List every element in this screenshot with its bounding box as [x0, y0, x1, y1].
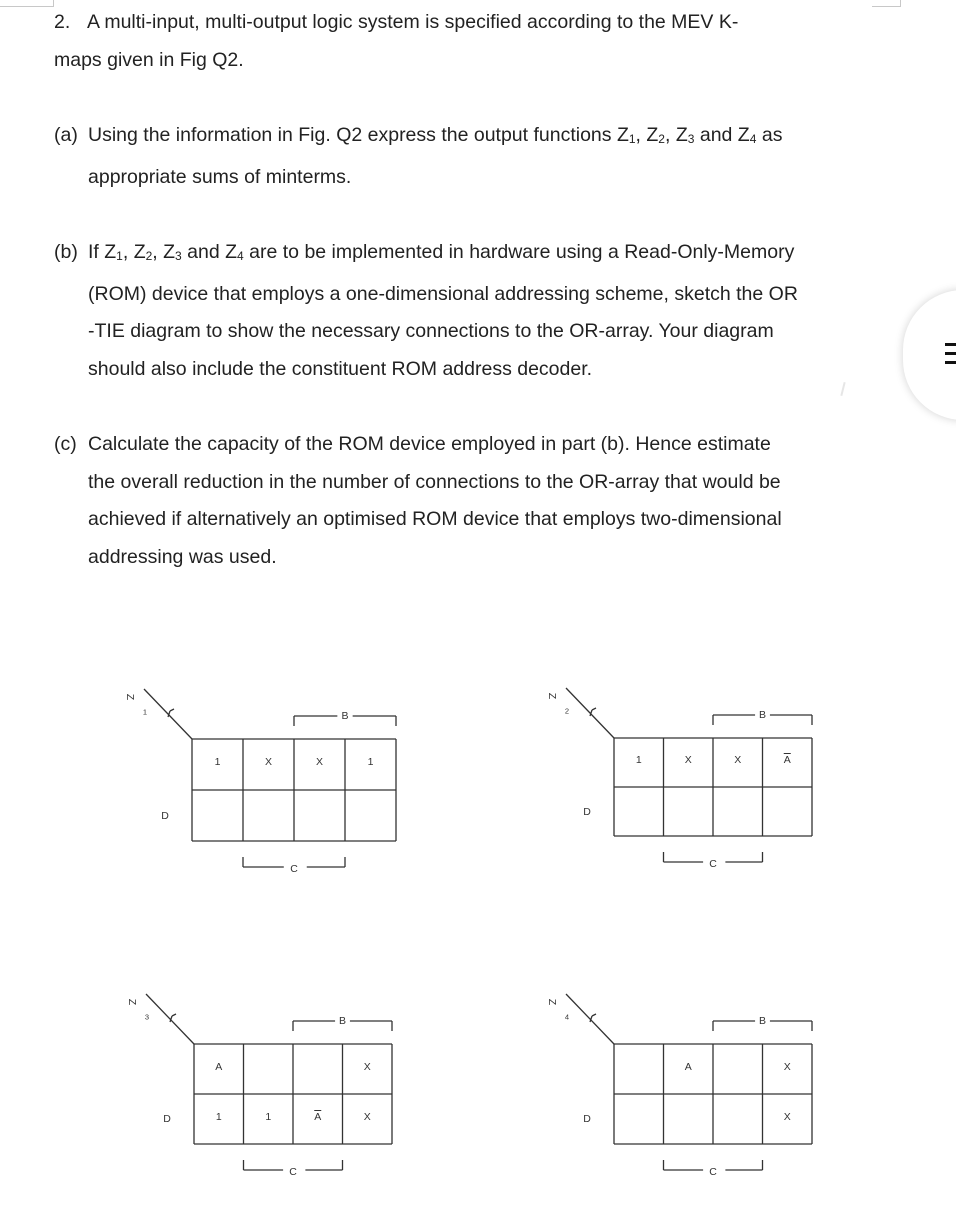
kmap-cell: A: [215, 1060, 223, 1073]
kmap-cell: $\overline{A}$: [783, 754, 791, 767]
part-a-label: (a): [54, 124, 78, 146]
corner-diagonal: [566, 994, 614, 1044]
kmap-b-label: B: [341, 710, 349, 722]
question-number: 2.: [54, 11, 71, 33]
kmap-cell: X: [363, 1060, 371, 1073]
part-b-line-4: should also include the constituent ROM address decoder.: [88, 357, 593, 380]
kmap-c-label: C: [290, 863, 298, 875]
kmap-cell: 1: [265, 1110, 272, 1123]
as-word: as: [761, 124, 783, 146]
and-word: and: [187, 241, 220, 263]
kmap-cell: X: [734, 754, 742, 767]
kmap-d-label: D: [163, 1113, 171, 1125]
kmap-cell: X: [783, 1060, 791, 1073]
kmap-cell: X: [264, 755, 273, 768]
sub-4: 4: [237, 249, 244, 263]
sub-4: 4: [749, 132, 757, 146]
part-b-line-2: (ROM) device that employs a one-dimensional addressing scheme, sketch the OR: [88, 282, 798, 305]
kmap-cell: 1: [215, 1110, 222, 1123]
kmap-output-name: Z: [546, 998, 558, 1006]
part-c-line-4: addressing was used.: [88, 545, 277, 568]
kmap-cell: 1: [214, 755, 221, 768]
sub-3: 3: [175, 249, 182, 263]
sub-3: 3: [687, 132, 695, 146]
sub-1: 1: [116, 249, 123, 263]
corner-tick: [592, 1014, 596, 1016]
kmap-c-label: C: [709, 858, 717, 870]
part-b-line-1: If $Z_1$, $Z_2$, $Z_3$ and $Z_4$ are to be implemented in hardware using a Read-Only-Memory: [88, 241, 795, 263]
kmap-cell: X: [684, 754, 692, 767]
kmap-output-subscript: 3: [144, 1012, 150, 1022]
kmap-output-subscript: 1: [142, 707, 148, 717]
kmap-d-label: D: [583, 1113, 591, 1125]
kmap-output-subscript: 4: [564, 1012, 570, 1022]
kmap-cell: X: [363, 1110, 371, 1123]
kmap-cell: 1: [635, 754, 642, 767]
part-c-line-1: Calculate the capacity of the ROM device employed in part (b). Hence estimate: [88, 433, 771, 455]
part-a-line-1: Using the information in Fig. Q2 express the output functions $Z_1$, $Z_2$, $Z_3$ and $Z_4$ as: [88, 124, 783, 146]
kmap-cell: X: [783, 1110, 791, 1123]
kmap-d-label: D: [161, 809, 169, 822]
sub-1: 1: [628, 132, 636, 146]
kmap-b-label: B: [758, 1015, 767, 1027]
part-a-line-1-text: Using the information in Fig. Q2 express the output functions Z: [88, 124, 629, 146]
part-c-line-3: achieved if alternatively an optimised ROM device that employs two-dimensional: [88, 508, 782, 530]
and-word: and: [699, 124, 733, 146]
kmap-c-label: C: [289, 1166, 297, 1178]
kmap-d-label: D: [583, 805, 591, 818]
kmap-output-name: Z: [126, 998, 138, 1006]
part-b-line-1-pre: If Z: [88, 241, 117, 263]
intro-line-1: A multi-input, multi-output logic system is specified according to the MEV K-: [87, 11, 739, 33]
part-c-line-2: the overall reduction in the number of connections to the OR-array that would be: [88, 470, 781, 493]
part-a-line-2: appropriate sums of minterms.: [88, 165, 352, 188]
kmap-b-label: B: [758, 709, 767, 721]
part-c-label: (c): [54, 433, 77, 455]
sub-2: 2: [658, 132, 665, 146]
part-b-line-1-post: are to be implemented in hardware using a Read-Only-Memory: [249, 241, 795, 263]
kmap-cell: 1: [367, 755, 374, 768]
kmap-cell: X: [315, 755, 324, 768]
intro-line-2: maps given in Fig Q2.: [54, 48, 244, 71]
kmap-cell: A: [684, 1060, 692, 1073]
kmap-c-label: C: [709, 1166, 717, 1178]
kmap-output-subscript: 2: [564, 706, 570, 716]
part-b-line-3: -TIE diagram to show the necessary connections to the OR-array. Your diagram: [88, 320, 774, 342]
sub-2: 2: [145, 249, 153, 263]
kmap-output-name: Z: [546, 692, 558, 700]
kmap-cell: $\overline{A}$: [314, 1110, 322, 1123]
kmap-output-name: Z: [124, 693, 136, 701]
kmap-b-label: B: [338, 1015, 347, 1027]
part-b-label: (b): [54, 241, 78, 263]
